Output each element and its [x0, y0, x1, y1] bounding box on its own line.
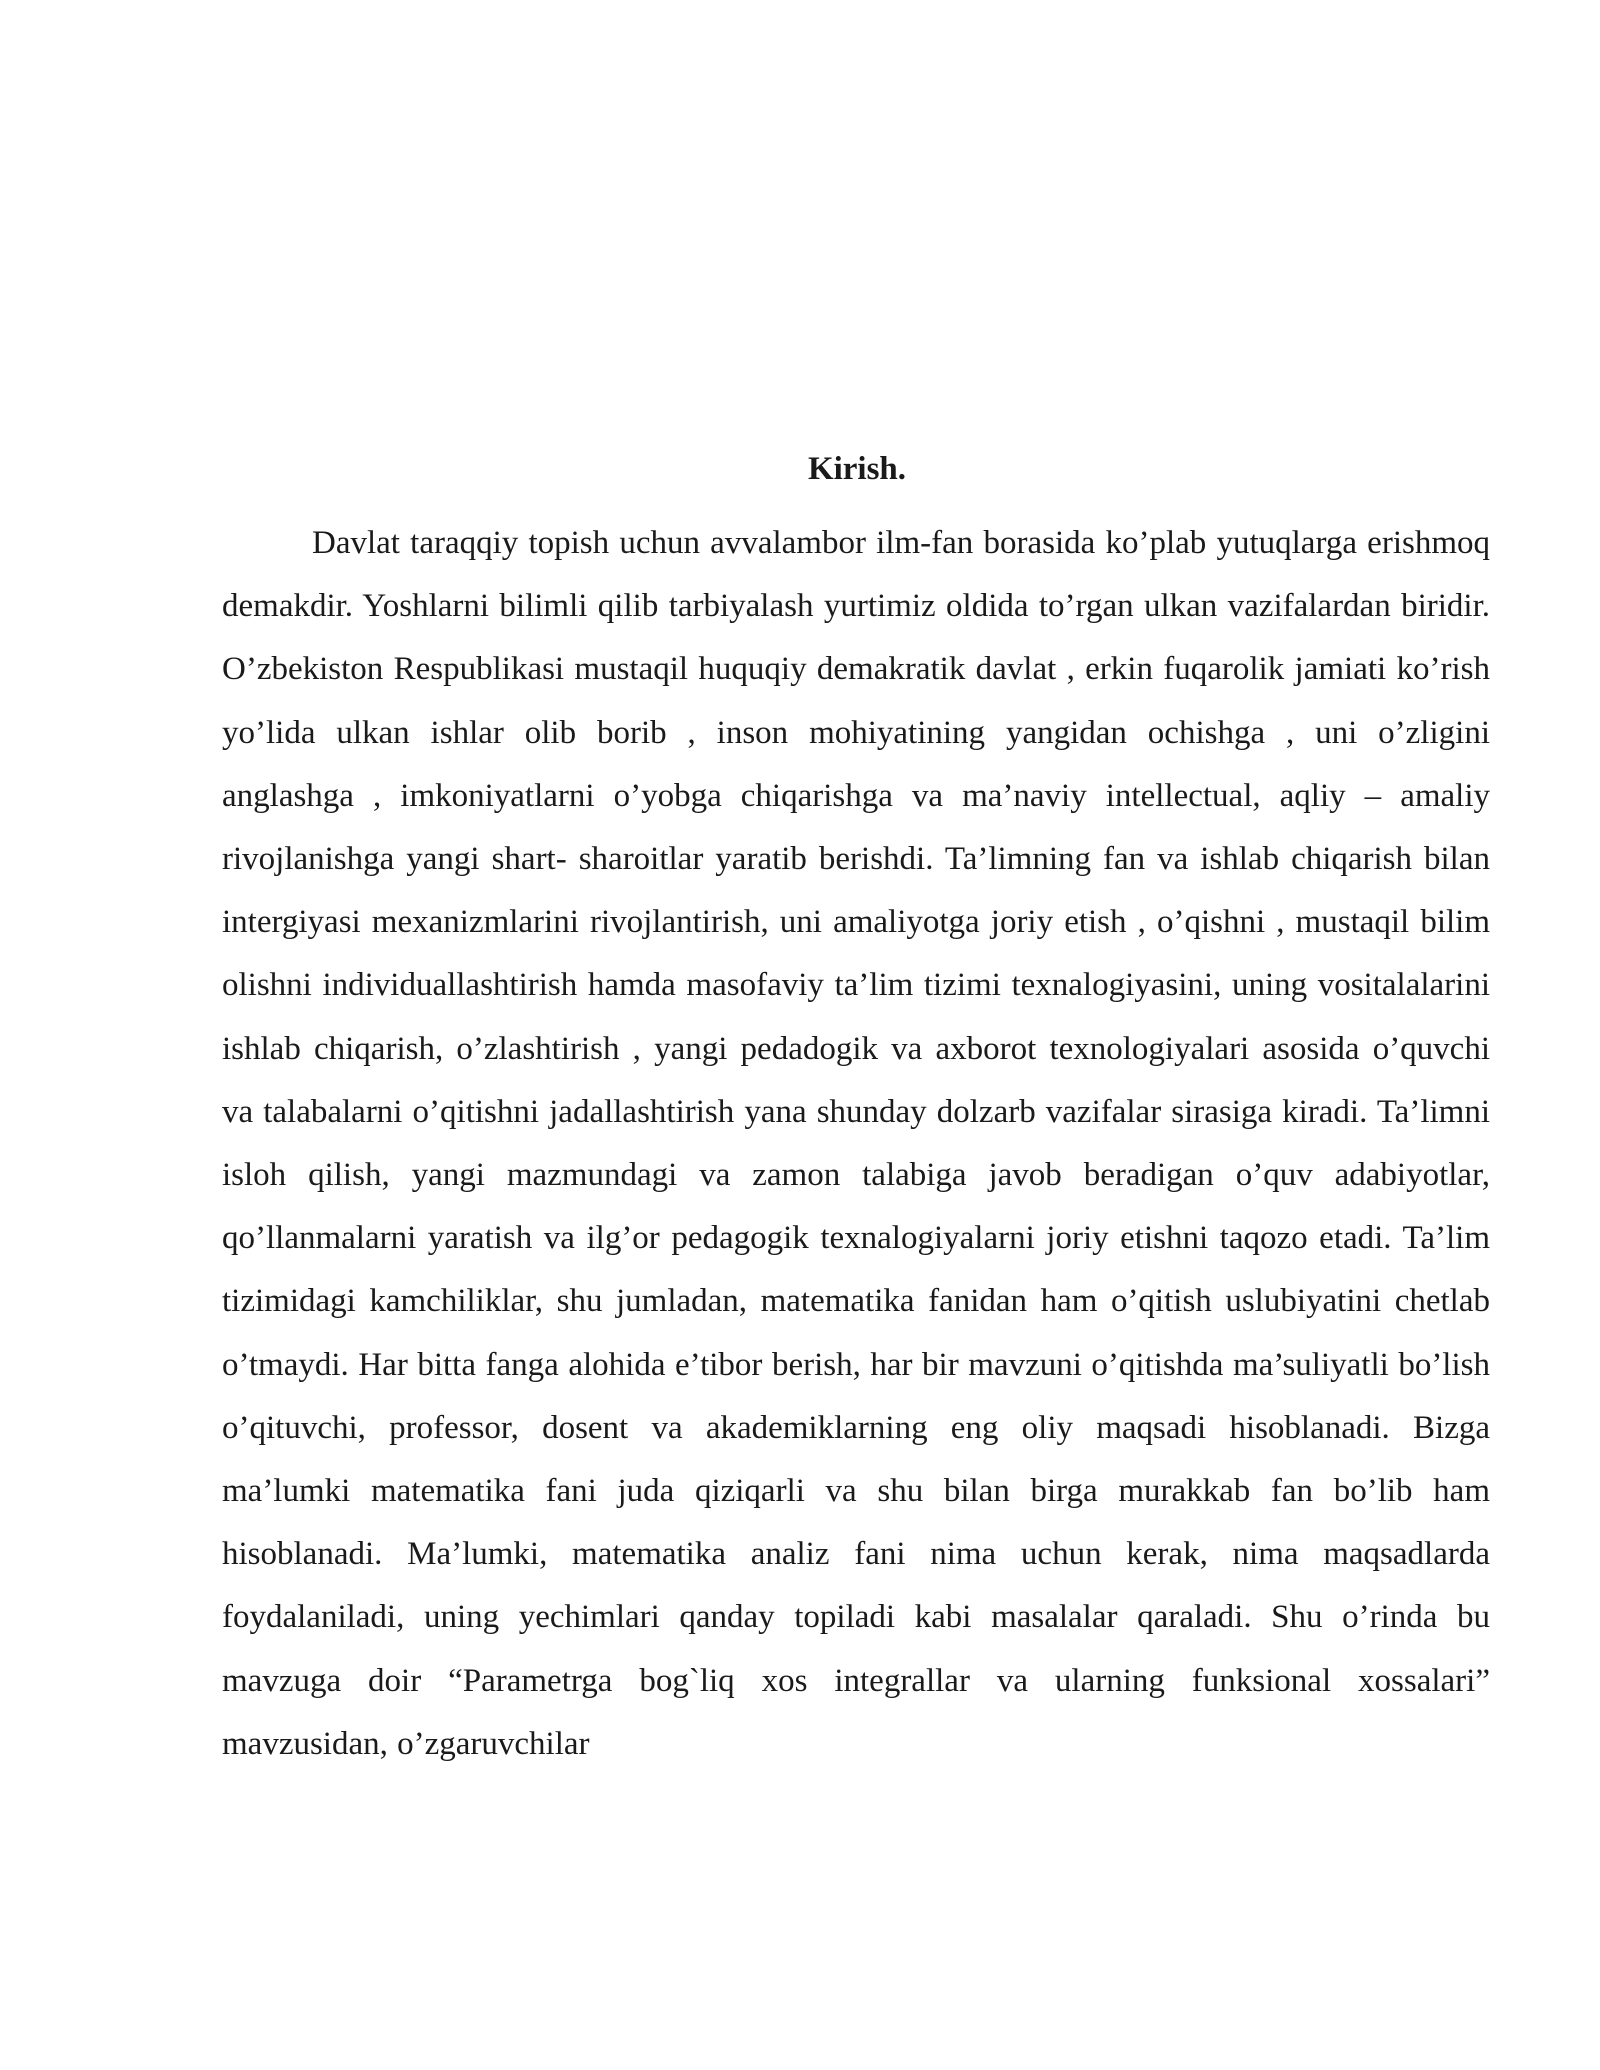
body-paragraph: Davlat taraqqiy topish uchun avvalambor ilm-fan borasida ko’plab yutuqlarga erishmoq demakdir. Yoshlarni bilimli qilib tarbiyalash yurtimiz oldida to’rgan ulkan vazifalardan biridir. O’zbekiston Respublikasi mustaqil huquqiy demakratik davlat , erkin fuqarolik jamiati ko’rish yo’lida ulkan ishlar olib borib , inson mohiyatining yangidan ochishga , uni o’zligini anglashga , imkoniyatlarni o’yobga chiqarishga va ma’naviy intellectual, aqliy – amaliy rivojlanishga yangi shart- sharoitlar yaratib berishdi. Ta’limning fan va ishlab chiqarish bilan intergiyasi mexanizmlarini rivojlantirish, uni amaliyotga joriy etish , o’qishni , mustaqil bilim olishni individuallashtirish hamda masofaviy ta’lim tizimi texnalogiyasini, uning vositalalarini ishlab chiqarish, o’zlashtirish , yangi pedadogik va axborot texnologiyalari asosida o’quvchi va talabalarni o’qitishni jadallashtirish yana shunday dolzarb vazifalar sirasiga kiradi. Ta’limni isloh qilish, yangi mazmundagi va zamon talabiga javob beradigan o’quv adabiyotlar, qo’llanmalarni yaratish va ilg’or pedagogik texnalogiyalarni joriy etishni taqozo etadi. Ta’lim tizimidagi kamchiliklar, shu jumladan, matematika fanidan ham o’qitish uslubiyatini chetlab o’tmaydi. Har bitta fanga alohida e’tibor berish, har bir mavzuni o’qitishda ma’suliyatli bo’lish o’qituvchi, professor, dosent va akademiklarning eng oliy maqsadi hisoblanadi. Bizga ma’lumki matematika fani juda qiziqarli va shu bilan birga murakkab fan bo’lib ham hisoblanadi. Ma’lumki, matematika analiz fani nima uchun kerak, nima maqsadlarda foydalaniladi, uning yechimlari qanday topiladi kabi masalalar qaraladi. Shu o’rinda bu mavzuga doir “Parametrga bog`liq xos integrallar va ularning funksional xossalari” mavzusidan, o’zgaruvchilar	[222, 525, 1490, 1762]
page-title: Kirish.	[807, 451, 907, 487]
